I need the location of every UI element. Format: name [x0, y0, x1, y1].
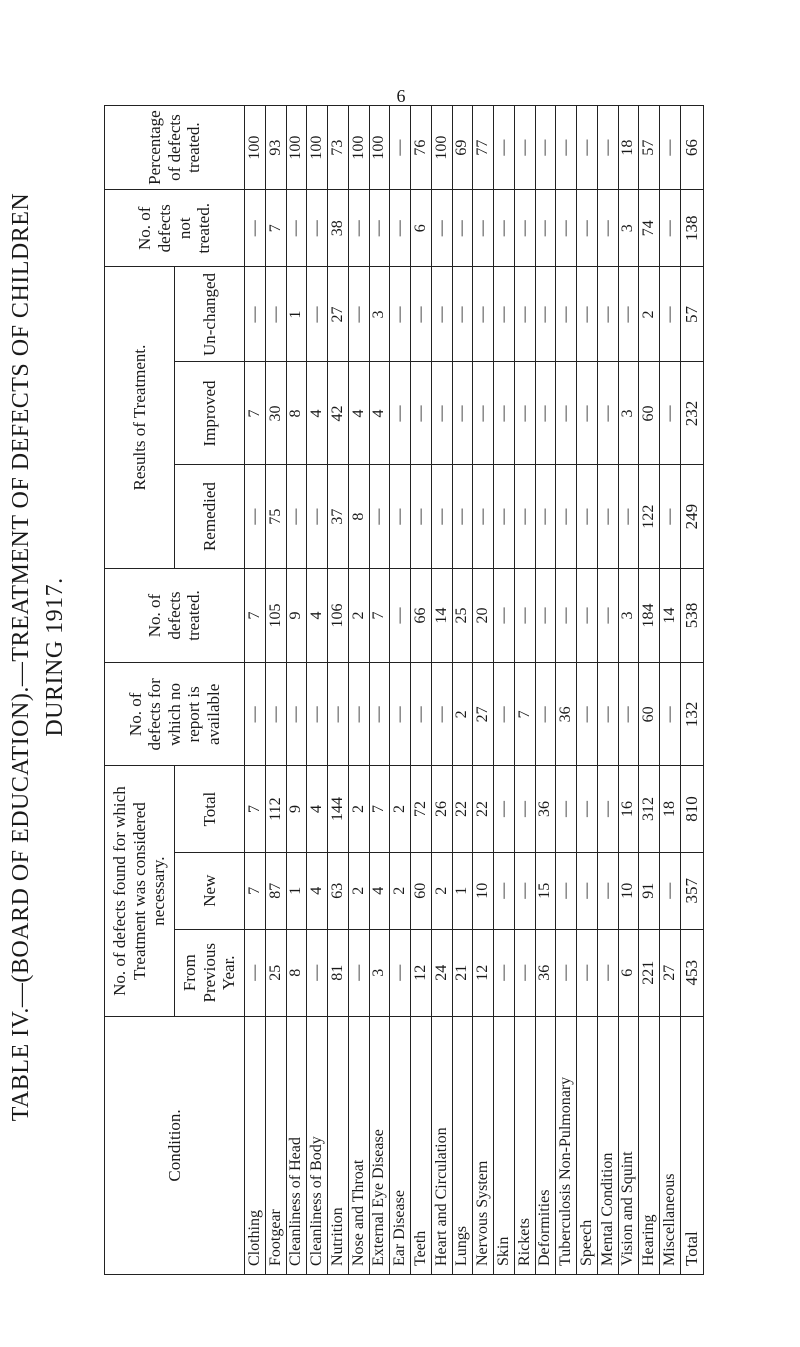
table-row	[431, 106, 452, 1275]
percentage-cell: 18	[618, 106, 639, 190]
unchanged-total: 57	[680, 267, 703, 362]
no-report-cell: 27	[473, 663, 494, 766]
unchanged-cell: —	[411, 267, 432, 362]
table-row	[245, 106, 266, 1275]
total-cell: 2	[348, 766, 369, 853]
table-row	[452, 106, 473, 1275]
remedied-cell: —	[494, 465, 515, 568]
condition-cell: Rickets	[514, 1016, 535, 1274]
not-treated-cell: —	[535, 190, 556, 267]
defects-treatment-table	[104, 105, 704, 1275]
no-report-cell: —	[369, 663, 390, 766]
new-cell: —	[514, 852, 535, 929]
table-row	[369, 106, 390, 1275]
not-treated-cell: —	[245, 190, 266, 267]
total-label: Total	[680, 1016, 703, 1274]
total-cell: 2	[390, 766, 411, 853]
defects-found-header: No. of defects found for which Treatment was considered necessary.	[105, 766, 175, 1017]
new-cell: 1	[286, 852, 307, 929]
unchanged-cell: —	[577, 267, 598, 362]
treated-cell: 14	[431, 568, 452, 663]
percentage-total: 66	[680, 106, 703, 190]
total-cell: 112	[265, 766, 286, 853]
percentage-cell: 57	[639, 106, 660, 190]
from-previous-header: From Previous Year.	[175, 929, 245, 1016]
treated-cell: —	[514, 568, 535, 663]
unchanged-cell: —	[494, 267, 515, 362]
total-cell: —	[597, 766, 618, 853]
condition-cell: Clothing	[245, 1016, 266, 1274]
percentage-cell: —	[390, 106, 411, 190]
condition-cell: Mental Condition	[597, 1016, 618, 1274]
total-cell: —	[514, 766, 535, 853]
table-row	[411, 106, 432, 1275]
new-cell: —	[660, 852, 681, 929]
unchanged-cell: 1	[286, 267, 307, 362]
treated-cell: —	[390, 568, 411, 663]
remedied-cell: —	[618, 465, 639, 568]
new-cell: 2	[348, 852, 369, 929]
total-cell: 144	[328, 766, 349, 853]
table-row	[328, 106, 349, 1275]
from-previous-cell: 6	[618, 929, 639, 1016]
unchanged-header: Un-changed	[175, 267, 245, 362]
unchanged-cell: 27	[328, 267, 349, 362]
percentage-cell: 100	[431, 106, 452, 190]
unchanged-cell: —	[556, 267, 577, 362]
not-treated-cell: —	[452, 190, 473, 267]
table-row	[390, 106, 411, 1275]
unchanged-cell: —	[348, 267, 369, 362]
remedied-cell: —	[577, 465, 598, 568]
total-cell: 36	[535, 766, 556, 853]
improved-cell: —	[577, 362, 598, 465]
total-cell: 7	[245, 766, 266, 853]
remedied-cell: —	[431, 465, 452, 568]
unchanged-cell: —	[390, 267, 411, 362]
percentage-cell: 93	[265, 106, 286, 190]
table-row	[286, 106, 307, 1275]
total-cell: 26	[431, 766, 452, 853]
total-cell: 72	[411, 766, 432, 853]
percentage-cell: 73	[328, 106, 349, 190]
condition-cell: Teeth	[411, 1016, 432, 1274]
unchanged-cell: —	[265, 267, 286, 362]
not-treated-cell: 7	[265, 190, 286, 267]
no-report-header: No. of defects for which no report is available	[105, 663, 245, 766]
percentage-cell: —	[556, 106, 577, 190]
total-header: Total	[175, 766, 245, 853]
condition-cell: Vision and Squint	[618, 1016, 639, 1274]
no-report-cell: —	[660, 663, 681, 766]
improved-cell: —	[597, 362, 618, 465]
not-treated-header: No. of defects not treated.	[105, 190, 245, 267]
from-previous-cell: 81	[328, 929, 349, 1016]
treated-cell: 14	[660, 568, 681, 663]
improved-cell: —	[431, 362, 452, 465]
improved-cell: —	[452, 362, 473, 465]
treated-cell: 184	[639, 568, 660, 663]
remedied-cell: —	[286, 465, 307, 568]
improved-cell: —	[494, 362, 515, 465]
improved-cell: —	[390, 362, 411, 465]
percentage-cell: 100	[286, 106, 307, 190]
remedied-cell: —	[514, 465, 535, 568]
table-title: TABLE IV.—(BOARD OF EDUCATION).—TREATMENT OF DEFECTS OF CHILDREN	[8, 192, 34, 1122]
unchanged-cell: —	[452, 267, 473, 362]
condition-cell: Ear Disease	[390, 1016, 411, 1274]
condition-cell: Lungs	[452, 1016, 473, 1274]
percentage-cell: 69	[452, 106, 473, 190]
no-report-cell: 7	[514, 663, 535, 766]
unchanged-cell: 3	[369, 267, 390, 362]
condition-cell: Nose and Throat	[348, 1016, 369, 1274]
no-report-cell: —	[431, 663, 452, 766]
improved-cell: —	[411, 362, 432, 465]
total-cell: 9	[286, 766, 307, 853]
improved-cell: —	[535, 362, 556, 465]
improved-cell: —	[556, 362, 577, 465]
condition-cell: Cleanliness of Body	[307, 1016, 328, 1274]
treated-cell: 105	[265, 568, 286, 663]
table-row	[265, 106, 286, 1275]
remedied-cell: —	[597, 465, 618, 568]
results-header: Results of Treatment.	[105, 267, 175, 568]
new-cell: 2	[390, 852, 411, 929]
new-cell: —	[556, 852, 577, 929]
new-cell: 91	[639, 852, 660, 929]
table-row	[494, 106, 515, 1275]
unchanged-cell: —	[431, 267, 452, 362]
improved-cell: 60	[639, 362, 660, 465]
improved-cell: —	[473, 362, 494, 465]
from-previous-cell: 36	[535, 929, 556, 1016]
no-report-cell: —	[618, 663, 639, 766]
not-treated-cell: 74	[639, 190, 660, 267]
not-treated-cell: —	[514, 190, 535, 267]
page-number: 6	[396, 86, 406, 106]
table-row	[514, 106, 535, 1275]
remedied-cell: —	[452, 465, 473, 568]
from-previous-cell: 221	[639, 929, 660, 1016]
not-treated-cell: —	[369, 190, 390, 267]
improved-cell: —	[514, 362, 535, 465]
from-previous-cell: —	[390, 929, 411, 1016]
new-cell: 1	[452, 852, 473, 929]
remedied-cell: —	[369, 465, 390, 568]
improved-cell: 42	[328, 362, 349, 465]
not-treated-cell: 3	[618, 190, 639, 267]
from-previous-cell: 27	[660, 929, 681, 1016]
treated-total: 538	[680, 568, 703, 663]
table-row	[535, 106, 556, 1275]
percentage-cell: 100	[348, 106, 369, 190]
unchanged-cell: —	[245, 267, 266, 362]
new-cell: 4	[369, 852, 390, 929]
not-treated-cell: —	[286, 190, 307, 267]
new-cell: —	[494, 852, 515, 929]
total-row	[680, 106, 703, 1275]
new-cell: —	[577, 852, 598, 929]
new-cell: 7	[245, 852, 266, 929]
not-treated-cell: —	[307, 190, 328, 267]
from-previous-cell: —	[556, 929, 577, 1016]
no-report-cell: —	[265, 663, 286, 766]
no-report-cell: —	[307, 663, 328, 766]
treated-cell: 106	[328, 568, 349, 663]
total-cell: 22	[473, 766, 494, 853]
not-treated-cell: —	[577, 190, 598, 267]
percentage-cell: 100	[307, 106, 328, 190]
condition-cell: Nervous System	[473, 1016, 494, 1274]
condition-cell: Nutrition	[328, 1016, 349, 1274]
from-previous-cell: 21	[452, 929, 473, 1016]
percentage-cell: 77	[473, 106, 494, 190]
table-row	[556, 106, 577, 1275]
new-cell: 2	[431, 852, 452, 929]
percentage-cell: —	[577, 106, 598, 190]
treated-cell: 4	[307, 568, 328, 663]
from-previous-cell: 8	[286, 929, 307, 1016]
treated-cell: —	[494, 568, 515, 663]
improved-cell: 4	[369, 362, 390, 465]
not-treated-cell: —	[556, 190, 577, 267]
table-row	[618, 106, 639, 1275]
from-previous-cell: 25	[265, 929, 286, 1016]
from-previous-cell: —	[597, 929, 618, 1016]
no-report-cell: —	[348, 663, 369, 766]
remedied-cell: —	[390, 465, 411, 568]
condition-cell: Tuberculosis Non-Pulmonary	[556, 1016, 577, 1274]
unchanged-cell: —	[618, 267, 639, 362]
no-report-cell: —	[577, 663, 598, 766]
improved-total: 232	[680, 362, 703, 465]
unchanged-cell: —	[660, 267, 681, 362]
condition-cell: Speech	[577, 1016, 598, 1274]
from-previous-cell: 24	[431, 929, 452, 1016]
no-report-cell: 60	[639, 663, 660, 766]
total-cell: 312	[639, 766, 660, 853]
from-previous-cell: —	[348, 929, 369, 1016]
unchanged-cell: —	[535, 267, 556, 362]
condition-cell: Deformities	[535, 1016, 556, 1274]
table-row	[473, 106, 494, 1275]
new-cell: 4	[307, 852, 328, 929]
percentage-cell: 100	[369, 106, 390, 190]
total-cell: 7	[369, 766, 390, 853]
remedied-cell: —	[411, 465, 432, 568]
improved-cell: 4	[348, 362, 369, 465]
treated-cell: —	[577, 568, 598, 663]
no-report-cell: 36	[556, 663, 577, 766]
treated-cell: 9	[286, 568, 307, 663]
from-previous-cell: 3	[369, 929, 390, 1016]
no-report-cell: —	[286, 663, 307, 766]
treated-header: No. of defects treated.	[105, 568, 245, 663]
table-row	[577, 106, 598, 1275]
treated-cell: 2	[348, 568, 369, 663]
table-row	[660, 106, 681, 1275]
remedied-cell: —	[556, 465, 577, 568]
improved-cell: 3	[618, 362, 639, 465]
new-cell: 63	[328, 852, 349, 929]
total-cell: —	[556, 766, 577, 853]
from-previous-cell: —	[514, 929, 535, 1016]
not-treated-total: 138	[680, 190, 703, 267]
remedied-cell: —	[660, 465, 681, 568]
new-cell: —	[597, 852, 618, 929]
not-treated-cell: —	[494, 190, 515, 267]
from-previous-cell: 12	[473, 929, 494, 1016]
remedied-cell: 8	[348, 465, 369, 568]
improved-cell: 7	[245, 362, 266, 465]
total-cell: 16	[618, 766, 639, 853]
from-previous-cell: —	[494, 929, 515, 1016]
total-cell: 18	[660, 766, 681, 853]
table-row	[307, 106, 328, 1275]
treated-cell: 3	[618, 568, 639, 663]
remedied-total: 249	[680, 465, 703, 568]
unchanged-cell: 2	[639, 267, 660, 362]
not-treated-cell: —	[348, 190, 369, 267]
from-previous-cell: —	[307, 929, 328, 1016]
percentage-cell: —	[660, 106, 681, 190]
unchanged-cell: —	[473, 267, 494, 362]
no-report-cell: —	[411, 663, 432, 766]
new-cell: 10	[618, 852, 639, 929]
total-cell: 22	[452, 766, 473, 853]
no-report-cell: —	[494, 663, 515, 766]
no-report-cell: —	[535, 663, 556, 766]
not-treated-cell: —	[431, 190, 452, 267]
new-cell: 60	[411, 852, 432, 929]
unchanged-cell: —	[597, 267, 618, 362]
total-cell: —	[494, 766, 515, 853]
treated-cell: 7	[245, 568, 266, 663]
table-row	[639, 106, 660, 1275]
improved-header: Improved	[175, 362, 245, 465]
condition-cell: Miscellaneous	[660, 1016, 681, 1274]
remedied-cell: —	[535, 465, 556, 568]
percentage-cell: —	[514, 106, 535, 190]
percentage-cell: 100	[245, 106, 266, 190]
no-report-cell: —	[597, 663, 618, 766]
condition-cell: Cleanliness of Head	[286, 1016, 307, 1274]
no-report-cell: —	[245, 663, 266, 766]
treated-cell: —	[535, 568, 556, 663]
treated-cell: —	[556, 568, 577, 663]
condition-cell: Skin	[494, 1016, 515, 1274]
remedied-cell: —	[307, 465, 328, 568]
treated-cell: 7	[369, 568, 390, 663]
table-row	[348, 106, 369, 1275]
improved-cell: 30	[265, 362, 286, 465]
condition-cell: Heart and Circulation	[431, 1016, 452, 1274]
table-subtitle: DURING 1917.	[42, 577, 68, 737]
unchanged-cell: —	[307, 267, 328, 362]
improved-cell: 8	[286, 362, 307, 465]
remedied-cell: —	[473, 465, 494, 568]
percentage-cell: —	[494, 106, 515, 190]
percentage-cell: —	[597, 106, 618, 190]
improved-cell: 4	[307, 362, 328, 465]
table-row	[597, 106, 618, 1275]
from-previous-cell: 12	[411, 929, 432, 1016]
from-previous-total: 453	[680, 929, 703, 1016]
condition-header: Condition.	[105, 1016, 245, 1274]
remedied-cell: 122	[639, 465, 660, 568]
condition-cell: Footgear	[265, 1016, 286, 1274]
new-total: 357	[680, 852, 703, 929]
remedied-cell: 37	[328, 465, 349, 568]
not-treated-cell: 38	[328, 190, 349, 267]
percentage-cell: 76	[411, 106, 432, 190]
new-header: New	[175, 852, 245, 929]
total-cell: 4	[307, 766, 328, 853]
treated-cell: 66	[411, 568, 432, 663]
remedied-cell: 75	[265, 465, 286, 568]
not-treated-cell: —	[390, 190, 411, 267]
no-report-cell: 2	[452, 663, 473, 766]
no-report-cell: —	[390, 663, 411, 766]
condition-cell: External Eye Disease	[369, 1016, 390, 1274]
new-cell: 15	[535, 852, 556, 929]
remedied-header: Remedied	[175, 465, 245, 568]
unchanged-cell: —	[514, 267, 535, 362]
no-report-cell: —	[328, 663, 349, 766]
new-cell: 87	[265, 852, 286, 929]
percentage-cell: —	[535, 106, 556, 190]
not-treated-cell: —	[660, 190, 681, 267]
condition-cell: Hearing	[639, 1016, 660, 1274]
not-treated-cell: —	[597, 190, 618, 267]
new-cell: 10	[473, 852, 494, 929]
percentage-header: Percentage of defects treated.	[105, 106, 245, 190]
from-previous-cell: —	[245, 929, 266, 1016]
from-previous-cell: —	[577, 929, 598, 1016]
not-treated-cell: 6	[411, 190, 432, 267]
treated-cell: —	[597, 568, 618, 663]
grand-total: 810	[680, 766, 703, 853]
no-report-total: 132	[680, 663, 703, 766]
remedied-cell: —	[245, 465, 266, 568]
improved-cell: —	[660, 362, 681, 465]
treated-cell: 25	[452, 568, 473, 663]
total-cell: —	[577, 766, 598, 853]
not-treated-cell: —	[473, 190, 494, 267]
treated-cell: 20	[473, 568, 494, 663]
